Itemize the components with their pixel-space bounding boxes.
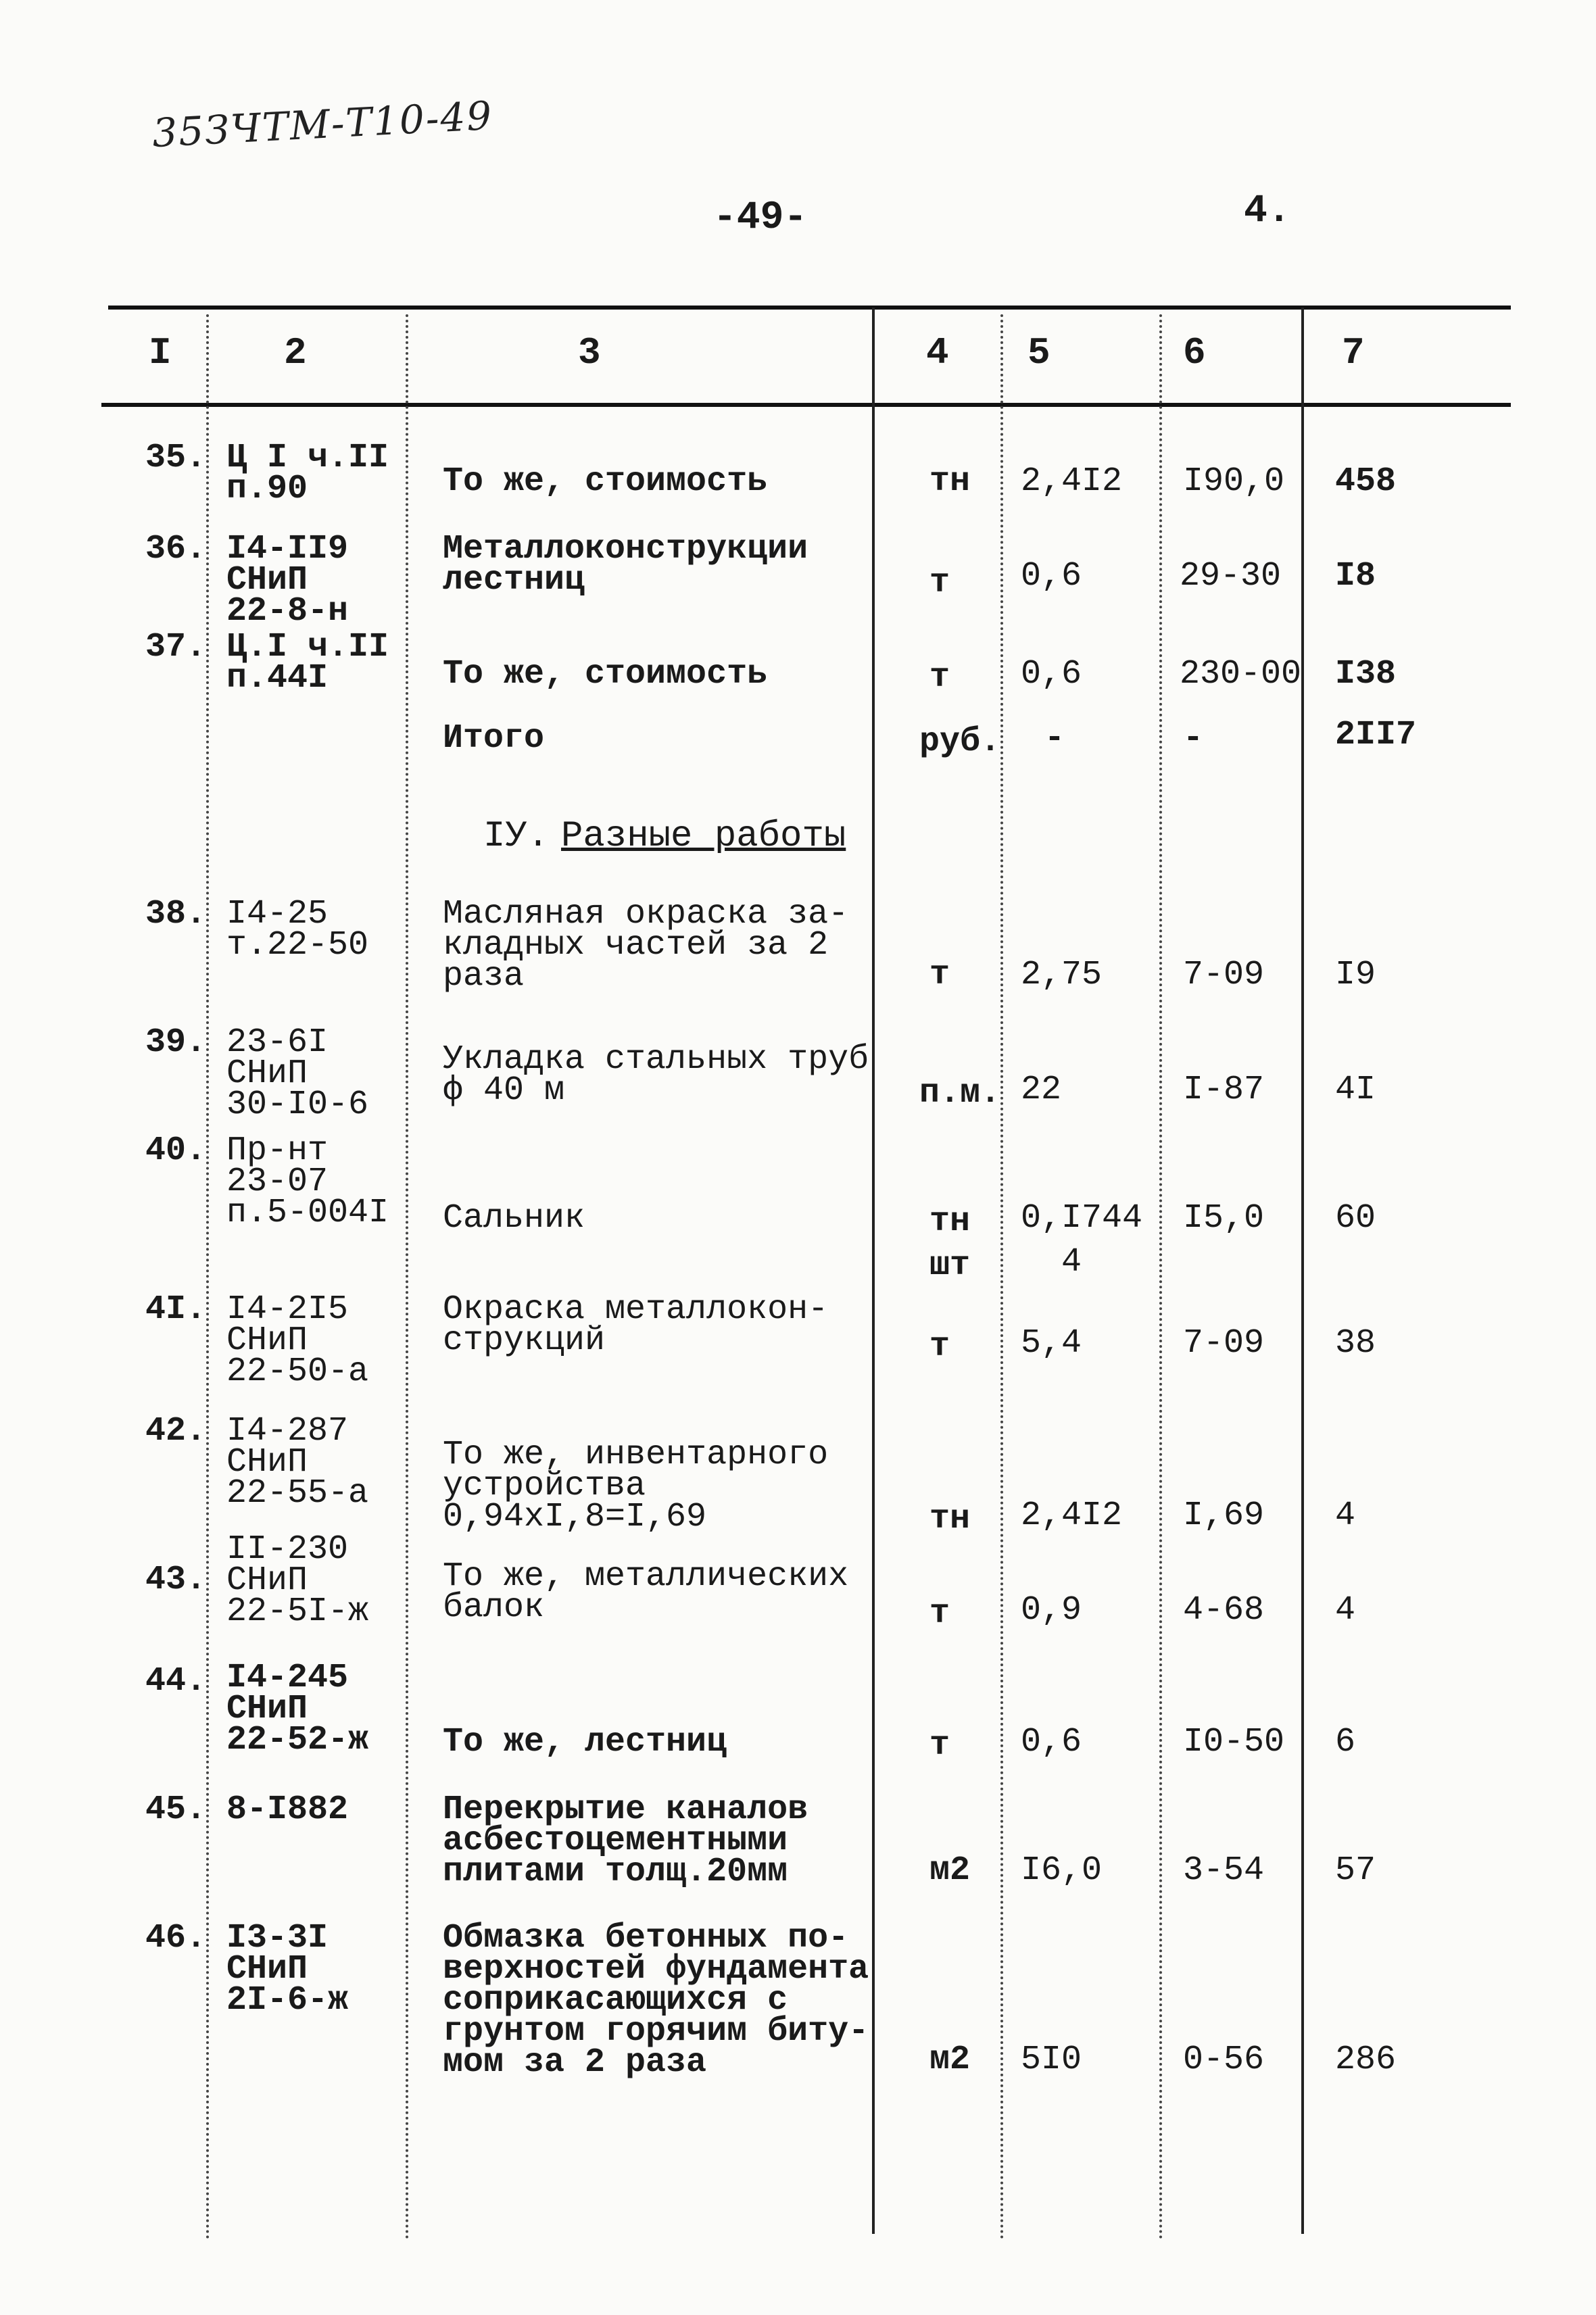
row-total: 6 bbox=[1335, 1723, 1356, 1761]
row-unit: т bbox=[929, 564, 950, 602]
row-unit: п.м. bbox=[919, 1074, 1001, 1113]
row-unit: тн bbox=[929, 1500, 971, 1538]
row-price: 7-09 bbox=[1183, 956, 1265, 994]
handwritten-code: 35ЗЧТМ-Т10-49 bbox=[151, 92, 494, 157]
row-total: 60 bbox=[1335, 1199, 1376, 1238]
row-qty: 2,4I2 bbox=[1021, 1496, 1123, 1535]
row-ref: I4-II9 СНиП 22-8-н bbox=[226, 530, 349, 631]
col-header-6: 6 bbox=[1183, 331, 1206, 374]
col-divider-6 bbox=[1301, 308, 1304, 2234]
row-ref: I4-245 СНиП 22-52-ж bbox=[226, 1659, 369, 1759]
row-price: I5,0 bbox=[1183, 1199, 1265, 1238]
row-total: 458 bbox=[1335, 462, 1397, 501]
row-num: 35. bbox=[145, 439, 207, 477]
row-num: 40. bbox=[145, 1131, 207, 1170]
row-num: 42. bbox=[145, 1412, 207, 1451]
row-qty: 0,6 bbox=[1021, 1723, 1082, 1761]
row-num: 44. bbox=[145, 1662, 207, 1701]
row-desc: Обмазка бетонных по- верхностей фундамента соприкасающихся с грунтом горячим биту- мом за 2 раза bbox=[443, 1919, 869, 2082]
row-total: 286 bbox=[1335, 2041, 1397, 2079]
row-desc: Окраска металлокон- струкций bbox=[443, 1290, 829, 1360]
header-top-rule bbox=[108, 306, 1511, 310]
row-num: 4I. bbox=[145, 1290, 207, 1329]
row-desc: То же, металлических балок bbox=[443, 1557, 849, 1627]
row-qty: 22 bbox=[1021, 1071, 1062, 1109]
col-divider-4 bbox=[1000, 314, 1003, 2241]
row-num: 46. bbox=[145, 1919, 207, 1957]
row-qty-secondary: 4 bbox=[1061, 1243, 1082, 1282]
col-header-3: 3 bbox=[578, 331, 601, 374]
col-divider-1 bbox=[206, 314, 209, 2241]
row-price: 3-54 bbox=[1183, 1851, 1265, 1890]
row-total: 4I bbox=[1335, 1071, 1376, 1109]
row-price: 7-09 bbox=[1183, 1324, 1265, 1363]
row-price: I0-50 bbox=[1183, 1723, 1285, 1761]
row-ref: Ц.I ч.II п.44I bbox=[226, 628, 389, 698]
sheet-number: 4. bbox=[1244, 189, 1291, 233]
row-ref: I3-3I СНиП 2I-6-ж bbox=[226, 1919, 349, 2020]
section-number: IУ. bbox=[483, 816, 550, 857]
row-price: 0-56 bbox=[1183, 2041, 1265, 2079]
row-desc: Масляная окраска за- кладных частей за 2 раза bbox=[443, 895, 849, 996]
row-total: I38 bbox=[1335, 655, 1397, 693]
row-ref: Пр-нт 23-07 п.5-004I bbox=[226, 1131, 389, 1232]
subtotal-price: - bbox=[1183, 719, 1204, 758]
row-total: 4 bbox=[1335, 1591, 1356, 1630]
row-unit: тн bbox=[929, 462, 971, 501]
row-num: 43. bbox=[145, 1561, 207, 1599]
row-total: 4 bbox=[1335, 1496, 1356, 1535]
row-total: I9 bbox=[1335, 956, 1376, 994]
col-header-2: 2 bbox=[284, 331, 307, 374]
subtotal-label: Итого bbox=[443, 719, 545, 758]
row-unit: м2 bbox=[929, 1851, 971, 1890]
row-unit: т bbox=[929, 658, 950, 697]
row-ref: II-230 СНиП 22-5I-ж bbox=[226, 1530, 369, 1631]
col-header-1: I bbox=[149, 331, 172, 374]
row-qty: 5,4 bbox=[1021, 1324, 1082, 1363]
row-total: I8 bbox=[1335, 557, 1376, 595]
row-ref: I4-25 т.22-50 bbox=[226, 895, 369, 965]
row-price: I,69 bbox=[1183, 1496, 1265, 1535]
row-qty: 0,I744 bbox=[1021, 1199, 1143, 1238]
row-unit: т bbox=[929, 1726, 950, 1765]
row-num: 38. bbox=[145, 895, 207, 933]
row-qty: 0,9 bbox=[1021, 1591, 1082, 1630]
row-total: 57 bbox=[1335, 1851, 1376, 1890]
row-desc: Металлоконструкции лестниц bbox=[443, 530, 808, 600]
page-number: -49- bbox=[713, 196, 808, 240]
row-unit: м2 bbox=[929, 2041, 971, 2079]
row-desc: Укладка стальных труб ф 40 м bbox=[443, 1040, 869, 1110]
subtotal-qty: - bbox=[1044, 719, 1065, 758]
row-num: 37. bbox=[145, 628, 207, 666]
col-divider-2 bbox=[406, 314, 408, 2241]
row-ref: 8-I882 bbox=[226, 1790, 349, 1829]
row-unit: т bbox=[929, 956, 950, 994]
row-desc: То же, инвентарного устройства 0,94хI,8=I,69 bbox=[443, 1436, 829, 1536]
row-ref: Ц I ч.II п.90 bbox=[226, 439, 389, 508]
col-divider-5 bbox=[1159, 314, 1162, 2241]
col-header-7: 7 bbox=[1342, 331, 1365, 374]
row-desc: Сальник bbox=[443, 1199, 585, 1238]
row-num: 39. bbox=[145, 1023, 207, 1062]
row-price: 4-68 bbox=[1183, 1591, 1265, 1630]
row-price: 29-30 bbox=[1180, 557, 1282, 595]
row-desc: То же, стоимость bbox=[443, 462, 768, 501]
row-num: 45. bbox=[145, 1790, 207, 1829]
row-qty: I6,0 bbox=[1021, 1851, 1103, 1890]
row-desc: То же, стоимость bbox=[443, 655, 768, 693]
row-qty: 5I0 bbox=[1021, 2041, 1082, 2079]
row-unit: тн bbox=[929, 1202, 971, 1241]
col-header-4: 4 bbox=[926, 331, 949, 374]
col-divider-3 bbox=[872, 308, 875, 2234]
row-ref: I4-287 СНиП 22-55-а bbox=[226, 1412, 369, 1513]
row-price: I90,0 bbox=[1183, 462, 1285, 501]
row-unit-secondary: шт bbox=[929, 1246, 971, 1285]
row-desc: То же, лестниц bbox=[443, 1723, 727, 1761]
row-ref: I4-2I5 СНиП 22-50-а bbox=[226, 1290, 369, 1391]
row-num: 36. bbox=[145, 530, 207, 568]
subtotal-total: 2II7 bbox=[1335, 716, 1417, 754]
row-price: 230-00 bbox=[1180, 655, 1302, 693]
row-qty: 2,75 bbox=[1021, 956, 1103, 994]
row-qty: 0,6 bbox=[1021, 655, 1082, 693]
row-unit: т bbox=[929, 1594, 950, 1633]
row-unit: т bbox=[929, 1327, 950, 1366]
subtotal-unit: руб. bbox=[919, 723, 1001, 761]
row-qty: 2,4I2 bbox=[1021, 462, 1123, 501]
row-total: 38 bbox=[1335, 1324, 1376, 1363]
section-title: Разные работы bbox=[561, 816, 846, 857]
row-desc: Перекрытие каналов асбестоцементными плитами толщ.20мм bbox=[443, 1790, 808, 1891]
header-bottom-rule bbox=[101, 403, 1511, 407]
row-ref: 23-6I СНиП 30-I0-6 bbox=[226, 1023, 369, 1124]
row-qty: 0,6 bbox=[1021, 557, 1082, 595]
col-header-5: 5 bbox=[1027, 331, 1050, 374]
row-price: I-87 bbox=[1183, 1071, 1265, 1109]
